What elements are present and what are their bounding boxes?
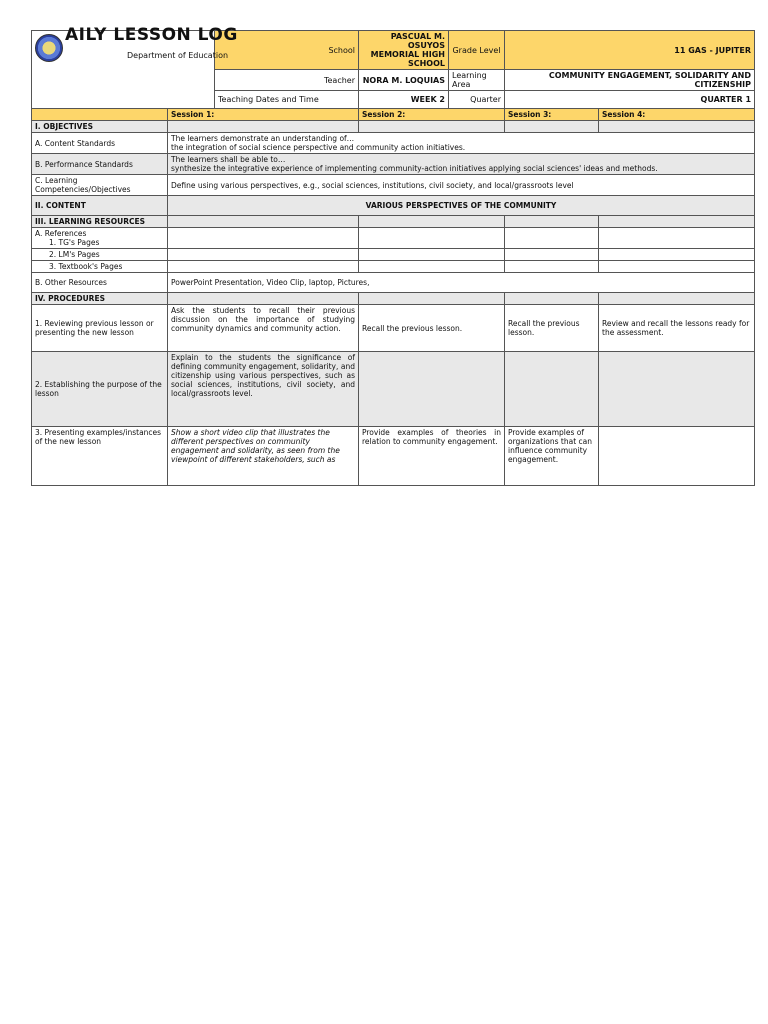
deped-seal-icon [35, 34, 63, 62]
procedure-3-session-3: Provide examples of organizations that can influence community engagement. [505, 427, 599, 486]
procedure-1-session-4: Review and recall the lessons ready for the assessment. [599, 305, 755, 352]
blank-cell [32, 91, 215, 109]
procedure-3-session-1: Show a short video clip that illustrates the different perspectives on community engagement and solidarity, as seen from the viewpoint of different stakeholders, such as [168, 427, 359, 486]
procedure-1-label: 1. Reviewing previous lesson or presenting the new lesson [32, 305, 168, 352]
resources-heading: III. LEARNING RESOURCES [32, 216, 168, 228]
school-label: School [215, 31, 359, 70]
procedure-1-session-3: Recall the previous lesson. [505, 305, 599, 352]
session-3-header: Session 3: [505, 109, 599, 121]
procedure-3-session-2: Provide examples of theories in relation to community engagement. [359, 427, 505, 486]
competencies-label: C. Learning Competencies/Objectives [32, 175, 168, 196]
session-4-header: Session 4: [599, 109, 755, 121]
procedure-1-session-2: Recall the previous lesson. [359, 305, 505, 352]
grade-label: Grade Level [449, 31, 505, 70]
teacher-label: Teacher [215, 70, 359, 91]
content-standards-label: A. Content Standards [32, 133, 168, 154]
dates-label: Teaching Dates and Time [215, 91, 359, 109]
procedure-2-label: 2. Establishing the purpose of the lesson [32, 352, 168, 427]
school-value: PASCUAL M. OSUYOS MEMORIAL HIGH SCHOOL [359, 31, 449, 70]
area-label: Learning Area [449, 70, 505, 91]
session-header-blank [32, 109, 168, 121]
page1-table [31, 25, 755, 486]
other-resources-label: B. Other Resources [32, 273, 168, 293]
logo-cell [32, 25, 238, 91]
textbook-pages-label: 3. Textbook's Pages [32, 261, 168, 273]
quarter-value: QUARTER 1 [505, 91, 755, 109]
lm-pages-label: 2. LM's Pages [32, 249, 168, 261]
performance-standards-text: The learners shall be able to… synthesize the integrative experience of implementing community-action initiatives applying social sciences' ideas and methods. [168, 154, 755, 175]
area-value: COMMUNITY ENGAGEMENT, SOLIDARITY AND CITIZENSHIP [505, 70, 755, 91]
content-standards-text: The learners demonstrate an understanding of… the integration of social science perspective and community action initiatives. [168, 133, 755, 154]
department-name: Department of Education [127, 51, 229, 60]
content-value: VARIOUS PERSPECTIVES OF THE COMMUNITY [168, 196, 755, 216]
other-resources-value: PowerPoint Presentation, Video Clip, laptop, Pictures, [168, 273, 755, 293]
dates-value: WEEK 2 [359, 91, 449, 109]
procedure-1-session-1: Ask the students to recall their previous discussion on the importance of studying community dynamics and community action. [168, 305, 359, 352]
session-2-header: Session 2: [359, 109, 505, 121]
procedure-2-session-1: Explain to the students the significance of defining community engagement, solidarity, and citizenship using various perspectives, such as social sciences, institutions, civil society, and local/grassroots level. [168, 352, 359, 427]
procedure-3-label: 3. Presenting examples/instances of the new lesson [32, 427, 168, 486]
quarter-label: Quarter [449, 91, 505, 109]
content-heading: II. CONTENT [32, 196, 168, 216]
session-1-header: Session 1: [168, 109, 359, 121]
grade-value: 11 GAS - JUPITER [505, 31, 755, 70]
document-title: AILY LESSON LOG [65, 25, 238, 45]
references-label: A. References 1. TG's Pages [32, 228, 168, 249]
teacher-value: NORA M. LOQUIAS [359, 70, 449, 91]
procedures-heading: IV. PROCEDURES [32, 293, 168, 305]
objectives-heading: I. OBJECTIVES [32, 121, 168, 133]
competencies-text: Define using various perspectives, e.g., social sciences, institutions, civil society, and local/grassroots level [168, 175, 755, 196]
performance-standards-label: B. Performance Standards [32, 154, 168, 175]
